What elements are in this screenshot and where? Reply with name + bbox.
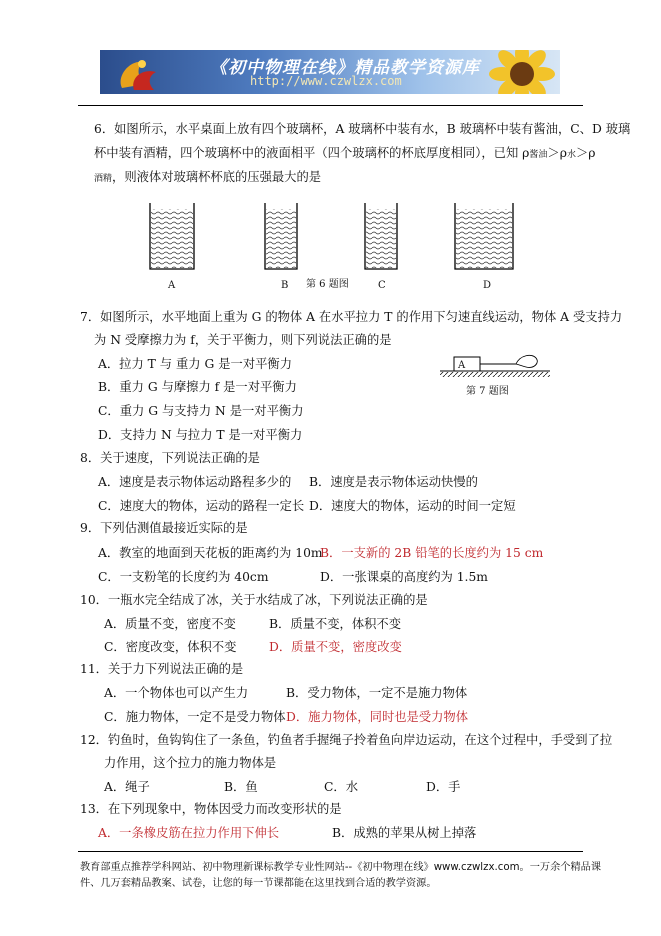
beaker-a: [150, 203, 194, 269]
q7-option-a: A．拉力 T 与 重力 G 是一对平衡力: [98, 357, 293, 371]
q9-option-b-answer: B．一支新的 2B 铅笔的长度约为 15 cm: [320, 546, 544, 560]
q9-stem: 9．下列估测值最接近实际的是: [80, 521, 248, 535]
beaker-d: [455, 203, 513, 269]
q6-line2-text: 杯中装有酒精，四个玻璃杯中的液面相平（四个玻璃杯的杯底厚度相同），已知 ρ: [94, 146, 530, 160]
q6-line3-rest: ，则液体对玻璃杯杯底的压强最大的是: [112, 170, 322, 184]
q6-gt1: ＞ρ: [547, 146, 567, 160]
q9-option-c: C．一支粉笔的长度约为 40cm: [98, 570, 269, 584]
q13-option-a-answer: A．一条橡皮筋在拉力作用下伸长: [98, 826, 280, 840]
sunflower-icon: [480, 50, 560, 94]
site-logo-icon: [112, 54, 172, 94]
q12-option-c: C．水: [324, 780, 359, 794]
q11-option-a: A．一个物体也可以产生力: [104, 686, 249, 700]
q7-option-c: C．重力 G 与支持力 N 是一对平衡力: [98, 404, 304, 418]
banner-url[interactable]: http://www.czwlzx.com: [250, 74, 402, 88]
q12-line2: 力作用，这个拉力的施力物体是: [104, 756, 277, 770]
q13-stem: 13．在下列现象中，物体因受力而改变形状的是: [80, 802, 342, 816]
q11-option-b: B．受力物体，一定不是施力物体: [286, 686, 468, 700]
q8-option-b: B．速度是表示物体运动快慢的: [309, 475, 478, 489]
beaker-b: [265, 203, 297, 269]
q7-option-d: D．支持力 N 与拉力 T 是一对平衡力: [98, 428, 303, 442]
q9-option-a: A．教室的地面到天花板的距离约为 10m: [98, 546, 323, 560]
q6-fig-caption: 第 6 题图: [306, 279, 349, 290]
q13-option-b: B．成熟的苹果从树上掉落: [332, 826, 477, 840]
q6-line3: [94, 170, 321, 187]
q12-option-a: A．绳子: [104, 780, 150, 794]
q8-stem: 8．关于速度，下列说法正确的是: [80, 451, 260, 465]
q7-option-b: B．重力 G 与摩擦力 f 是一对平衡力: [98, 380, 297, 394]
q6-line2: [94, 146, 595, 163]
q6-gt2: ＞ρ: [575, 146, 596, 160]
q8-option-d: D．速度大的物体，运动的时间一定短: [309, 499, 516, 513]
q12-option-d: D．手: [426, 780, 461, 794]
q10-option-a: A．质量不变，密度不变: [104, 617, 236, 631]
q8-option-a: A．速度是表示物体运动路程多少的: [98, 475, 292, 489]
q11-option-d-answer: D．施力物体，同时也是受力物体: [286, 710, 469, 724]
q6-label-c: C: [378, 280, 386, 291]
header-banner: [100, 50, 560, 94]
footer-line1: 教育部重点推荐学科网站、初中物理新课标教学专业性网站--《初中物理在线》www.czwlzx.com。一万余个精品课: [80, 862, 602, 873]
q11-option-c: C．施力物体，一定不是受力物体: [104, 710, 286, 724]
hand-icon: [516, 355, 537, 367]
banner-title: 《初中物理在线》精品教学资源库: [210, 58, 480, 78]
q6-sub-soy: 酱油: [529, 150, 548, 160]
q8-option-c: C．速度大的物体，运动的路程一定长: [98, 499, 305, 513]
q6-label-a: A: [168, 280, 176, 291]
q6-sub-water: 水: [566, 150, 576, 160]
q6-sub-alcohol: 酒精: [94, 174, 113, 184]
footer-line2: 件、几万套精品教案、试卷，让您的每一节课都能在这里找到合适的教学资源。: [80, 878, 437, 889]
q10-option-b: B．质量不变，体积不变: [269, 617, 402, 631]
q12-option-b: B．鱼: [224, 780, 258, 794]
q7-line1: 7．如图所示，水平地面上重为 G 的物体 A 在水平拉力 T 的作用下匀速直线运动，物体 A 受支持力: [80, 310, 623, 324]
q10-stem: 10．一瓶水完全结成了冰，关于水结成了冰，下列说法正确的是: [80, 593, 428, 607]
q7-fig-caption: 第 7 题图: [466, 386, 509, 397]
q11-stem: 11．关于力下列说法正确的是: [80, 662, 244, 676]
q12-line1: 12．钓鱼时，鱼钩钩住了一条鱼，钓鱼者手握绳子拎着鱼向岸边运动，在这个过程中，手受到了拉: [80, 733, 613, 747]
q10-option-d-answer: D．质量不变，密度改变: [269, 640, 402, 654]
q7-figure: [440, 345, 550, 385]
beaker-c: [365, 203, 397, 269]
q10-option-c: C．密度改变，体积不变: [104, 640, 237, 654]
q6-label-b: B: [281, 280, 289, 291]
q6-line1: 6．如图所示，水平桌面上放有四个玻璃杯，A 玻璃杯中装有水，B 玻璃杯中装有酱油，C、D 玻璃: [94, 122, 631, 136]
q6-label-d: D: [483, 280, 492, 291]
header-rule: [78, 105, 583, 106]
q7-line2: 为 N 受摩擦力为 f，关于平衡力，则下列说法正确的是: [94, 333, 392, 347]
footer-rule: [78, 851, 583, 852]
q7-block-label: A: [458, 360, 466, 371]
q9-option-d: D．一张课桌的高度约为 1.5m: [320, 570, 488, 584]
